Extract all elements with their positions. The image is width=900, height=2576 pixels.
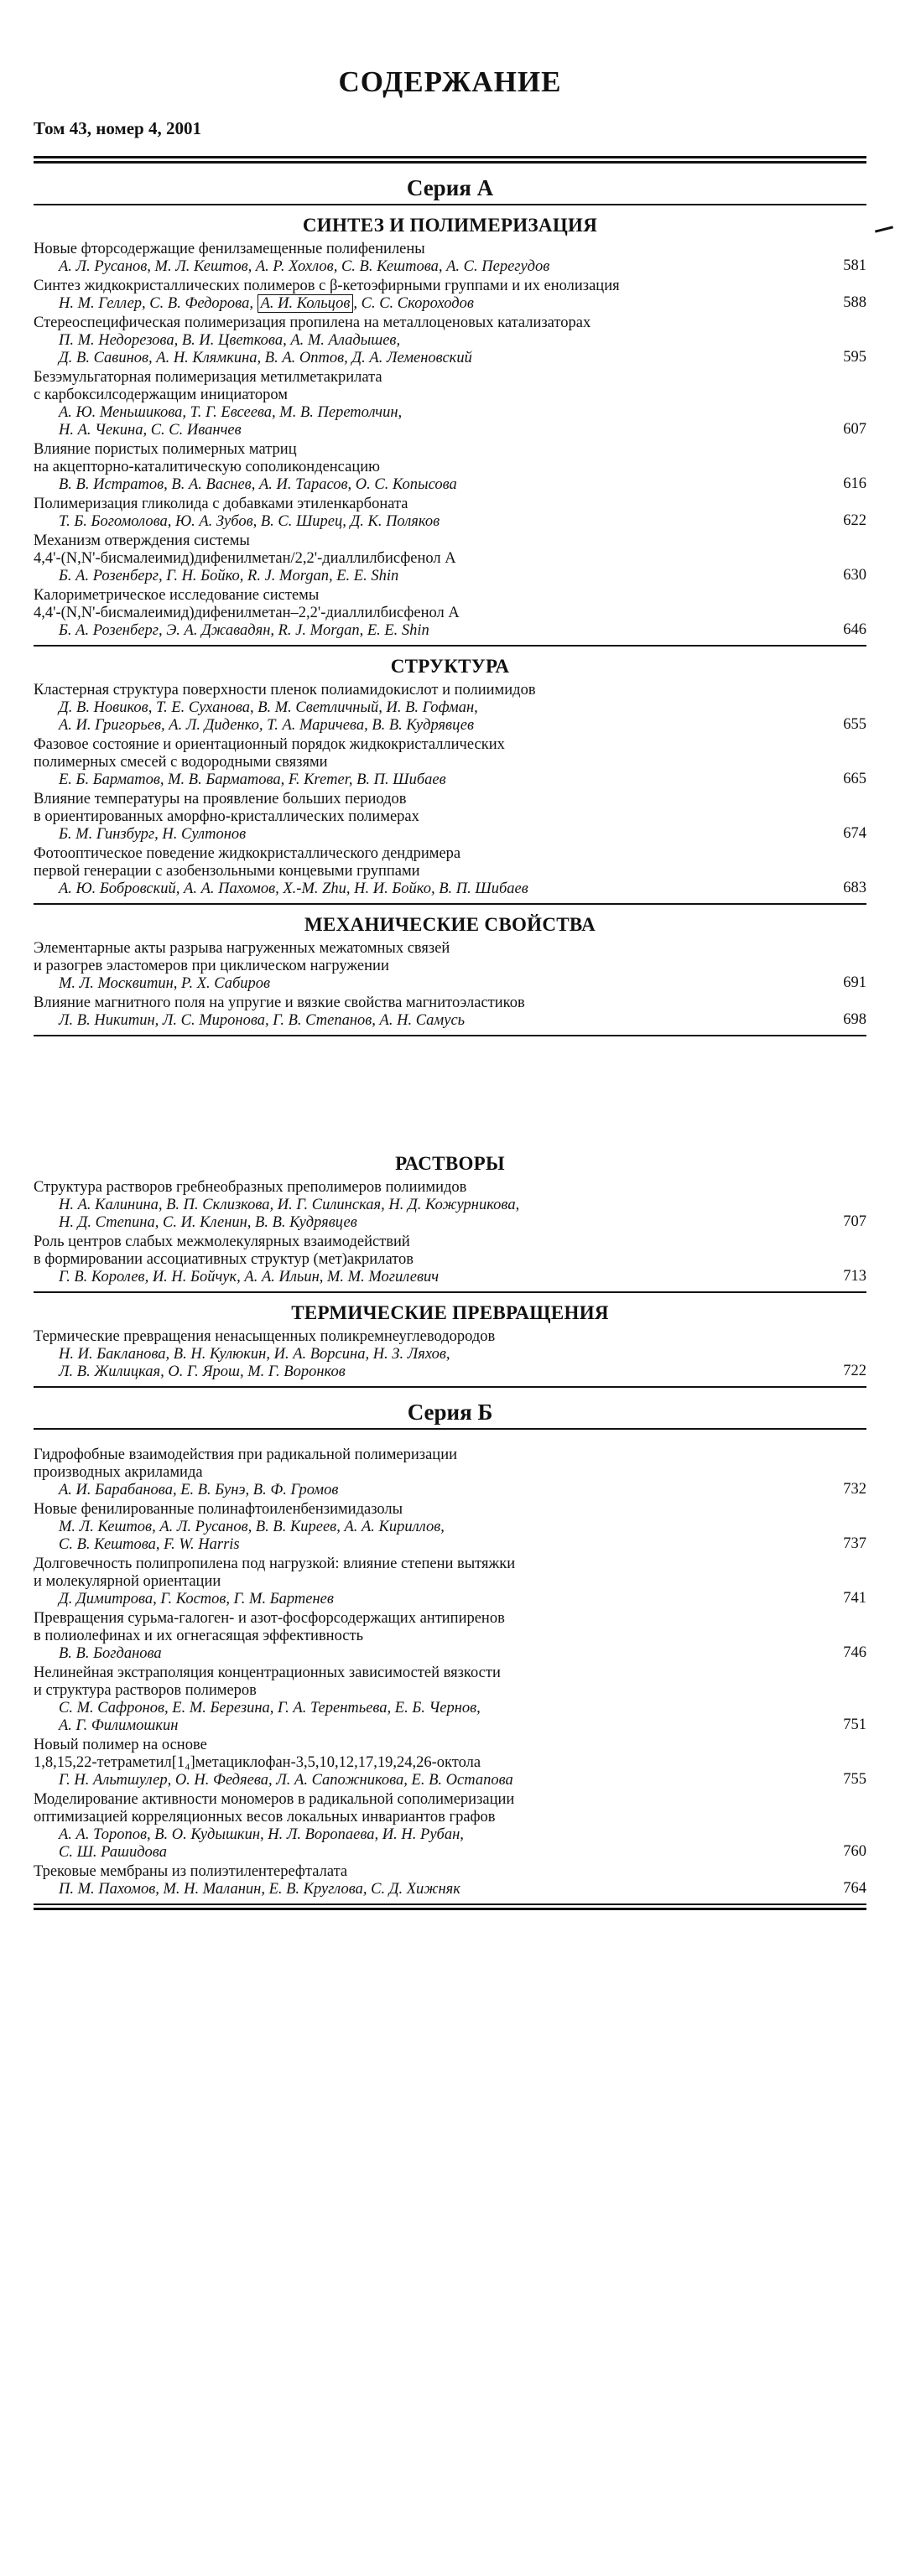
page-number: 741 bbox=[843, 1590, 866, 1607]
section-synthesis bbox=[34, 213, 866, 647]
double-rule-bottom bbox=[34, 161, 866, 164]
page-number: 655 bbox=[843, 716, 866, 733]
entry-title: Новые фенилированные полинафтоиленбензимидазолы bbox=[34, 1501, 403, 1518]
entry-authors: А. А. Торопов, В. О. Кудышкин, Н. Л. Воропаева, И. Н. Рубан, С. Ш. Рашидова bbox=[59, 1826, 464, 1861]
volume-info: Том 43, номер 4, 2001 bbox=[34, 118, 201, 138]
section-title: РАСТВОРЫ bbox=[395, 1153, 505, 1174]
entry-authors: Б. А. Розенберг, Э. А. Джавадян, R. J. Morgan, E. E. Shin bbox=[59, 622, 429, 639]
entry-title: Термические превращения ненасыщенных поликремнеуглеводородов bbox=[34, 1328, 496, 1345]
entry-title: Превращения сурьма-галоген- и азот-фосфорсодержащих антипиренов в полиолефинах и их огнегасящая эффективность bbox=[34, 1610, 505, 1644]
boxed-author: А. И. Кольцов bbox=[258, 294, 354, 313]
toc-entry[interactable] bbox=[34, 1179, 866, 1233]
entry-authors: А. И. Барабанова, Е. В. Бунэ, В. Ф. Громов bbox=[59, 1482, 339, 1498]
toc-entry[interactable] bbox=[34, 369, 866, 441]
double-rule-end bbox=[34, 1908, 866, 1910]
entry-title: Фазовое состояние и ориентационный порядок жидкокристаллических полимерных смесей с водородными связями bbox=[34, 736, 505, 771]
entry-authors: М. Л. Кештов, А. Л. Русанов, В. В. Киреев, А. А. Кириллов, С. В. Кештова, F. W. Harris bbox=[59, 1519, 445, 1553]
page-number: 646 bbox=[843, 621, 866, 638]
entry-title: Влияние температуры на проявление больших периодов в ориентированных аморфно-кристаллических полимерах bbox=[34, 791, 419, 825]
entry-title: Стереоспецифическая полимеризация пропилена на металлоценовых катализаторах bbox=[34, 314, 591, 331]
section-title: ТЕРМИЧЕСКИЕ ПРЕВРАЩЕНИЯ bbox=[291, 1302, 609, 1323]
entry-authors: Л. В. Никитин, Л. С. Миронова, Г. В. Степанов, А. Н. Самусь bbox=[59, 1012, 466, 1029]
entry-authors: Т. Б. Богомолова, Ю. А. Зубов, В. С. Ширец, Д. К. Поляков bbox=[59, 513, 440, 530]
page-number: 751 bbox=[843, 1716, 866, 1733]
toc-entry[interactable] bbox=[34, 587, 866, 641]
toc-entry[interactable] bbox=[34, 314, 866, 369]
entry-title: Безэмульгаторная полимеризация метилметакрилата с карбоксилсодержащим инициатором bbox=[34, 369, 382, 403]
section-end-rule bbox=[34, 1386, 866, 1388]
entry-title: Новые фторсодержащие фенилзамещенные полифенилены bbox=[34, 241, 425, 257]
blank-gap bbox=[34, 1430, 866, 1446]
entry-title: Структура растворов гребнеобразных преполимеров полиимидов bbox=[34, 1179, 467, 1196]
toc-entry[interactable] bbox=[34, 1446, 866, 1501]
toc-entry[interactable] bbox=[34, 1791, 866, 1863]
section-mechanical bbox=[34, 912, 866, 1036]
section-title: СТРУКТУРА bbox=[390, 656, 510, 677]
entry-title: Роль центров слабых межмолекулярных взаимодействий в формировании ассоциативных структур (мет)акрилатов bbox=[34, 1233, 414, 1268]
series-b-title: Серия Б bbox=[407, 1400, 493, 1425]
page-number: 722 bbox=[843, 1363, 866, 1379]
series-rule bbox=[34, 204, 866, 205]
toc-entry[interactable] bbox=[34, 1555, 866, 1610]
page-number: 760 bbox=[843, 1843, 866, 1860]
entry-authors: В. В. Истратов, В. А. Васнев, А. И. Тарасов, О. С. Копысова bbox=[59, 476, 457, 493]
toc-entry[interactable] bbox=[34, 1328, 866, 1383]
page-number: 581 bbox=[843, 257, 866, 274]
toc-entry[interactable] bbox=[34, 278, 866, 314]
entry-title: Моделирование активности мономеров в радикальной сополимеризации оптимизацией корреляционных весов локальных инвариантов графов bbox=[34, 1791, 515, 1826]
toc-entry[interactable] bbox=[34, 1665, 866, 1737]
blank-gap bbox=[34, 1036, 866, 1144]
entry-title: Фотооптическое поведение жидкокристаллического дендримера первой генерации с азобензольными концевыми группами bbox=[34, 845, 461, 880]
toc-entry[interactable] bbox=[34, 1737, 866, 1791]
page-number: 691 bbox=[843, 974, 866, 991]
section-end-rule bbox=[34, 1291, 866, 1293]
toc-entry[interactable] bbox=[34, 682, 866, 736]
entry-authors: А. Ю. Меньшикова, Т. Г. Евсеева, М. В. Перетолчин, Н. А. Чекина, С. С. Иванчев bbox=[59, 404, 403, 439]
contents-page bbox=[34, 64, 866, 1910]
page-number: 588 bbox=[843, 294, 866, 311]
page-number: 707 bbox=[843, 1213, 866, 1230]
entry-title: Гидрофобные взаимодействия при радикальной полимеризации производных акриламида bbox=[34, 1446, 457, 1481]
section-title: СИНТЕЗ И ПОЛИМЕРИЗАЦИЯ bbox=[302, 215, 598, 236]
toc-entry[interactable] bbox=[34, 1610, 866, 1665]
entry-authors bbox=[34, 295, 866, 313]
entry-authors: М. Л. Москвитин, Р. Х. Сабиров bbox=[59, 975, 271, 992]
page-number: 698 bbox=[843, 1011, 866, 1028]
toc-entry[interactable] bbox=[34, 1501, 866, 1555]
entry-title: Влияние магнитного поля на упругие и вязкие свойства магнитоэластиков bbox=[34, 995, 525, 1011]
entry-authors: С. М. Сафронов, Е. М. Березина, Г. А. Терентьева, Е. Б. Чернов, А. Г. Филимошкин bbox=[59, 1700, 481, 1734]
section-series-b bbox=[34, 1446, 866, 1905]
pen-mark bbox=[875, 226, 893, 232]
entry-authors: В. В. Богданова bbox=[59, 1645, 162, 1662]
page-number: 683 bbox=[843, 880, 866, 896]
page-number: 737 bbox=[843, 1535, 866, 1552]
page-number: 616 bbox=[843, 475, 866, 492]
entry-title: Влияние пористых полимерных матриц на акцепторно-каталитическую сополиконденсацию bbox=[34, 441, 380, 475]
page-number: 630 bbox=[843, 567, 866, 584]
entry-title: Полимеризация гликолида с добавками этиленкарбоната bbox=[34, 496, 408, 512]
entry-title: Кластерная структура поверхности пленок полиамидокислот и полиимидов bbox=[34, 682, 536, 699]
toc-entry[interactable] bbox=[34, 496, 866, 532]
section-structure bbox=[34, 654, 866, 905]
entry-authors: Д. Димитрова, Г. Костов, Г. М. Бартенев bbox=[59, 1591, 334, 1607]
entry-authors: А. Ю. Бобровский, А. А. Пахомов, X.-M. Zhu, Н. И. Бойко, В. П. Шибаев bbox=[59, 880, 528, 897]
section-end-rule bbox=[34, 903, 866, 905]
toc-entry[interactable] bbox=[34, 845, 866, 900]
entry-authors: Н. А. Калинина, В. П. Склизкова, И. Г. Силинская, Н. Д. Кожурникова, Н. Д. Степина, С. И. Кленин, В. В. Кудрявцев bbox=[59, 1197, 520, 1231]
entry-title: Нелинейная экстраполяция концентрационных зависимостей вязкости и структура растворов полимеров bbox=[34, 1665, 501, 1699]
toc-entry[interactable] bbox=[34, 940, 866, 995]
entry-title: Калориметрическое исследование системы 4,4'-(N,N'-бисмалеимид)дифенилметан–2,2'-диаллилбисфенол А bbox=[34, 587, 460, 621]
page-number: 755 bbox=[843, 1771, 866, 1788]
section-thermal bbox=[34, 1301, 866, 1388]
toc-entry[interactable] bbox=[34, 995, 866, 1031]
entry-authors: Г. Н. Альтшулер, О. Н. Федяева, Л. А. Сапожникова, Е. В. Остапова bbox=[59, 1772, 513, 1789]
toc-entry[interactable] bbox=[34, 1233, 866, 1288]
entry-authors: А. Л. Русанов, М. Л. Кештов, А. Р. Хохлов, С. В. Кештова, А. С. Перегудов bbox=[59, 258, 550, 275]
page-number: 674 bbox=[843, 825, 866, 842]
page-number: 607 bbox=[843, 421, 866, 438]
page-title: СОДЕРЖАНИЕ bbox=[338, 65, 562, 98]
entry-title: Трековые мембраны из полиэтилентерефталата bbox=[34, 1863, 348, 1880]
toc-entry[interactable] bbox=[34, 241, 866, 278]
toc-entry[interactable] bbox=[34, 441, 866, 496]
toc-entry[interactable] bbox=[34, 1863, 866, 1900]
entry-title: Долговечность полипропилена под нагрузкой: влияние степени вытяжки и молекулярной ориентации bbox=[34, 1555, 516, 1590]
double-rule-top bbox=[34, 156, 866, 158]
page-number: 713 bbox=[843, 1268, 866, 1285]
page-number: 732 bbox=[843, 1481, 866, 1498]
entry-title: Синтез жидкокристаллических полимеров с β-кетоэфирными группами и их енолизация bbox=[34, 278, 620, 294]
entry-title: Новый полимер на основе 1,8,15,22-тетраметил[1₄]метациклофан-3,5,10,12,17,19,24,26-октола bbox=[34, 1737, 481, 1771]
entry-authors: П. М. Пахомов, М. Н. Маланин, Е. В. Круглова, С. Д. Хижняк bbox=[59, 1881, 460, 1898]
page-number: 746 bbox=[843, 1644, 866, 1661]
entry-authors: Б. М. Гинзбург, Н. Султонов bbox=[59, 826, 247, 843]
page-number: 764 bbox=[843, 1880, 866, 1897]
entry-authors: Н. И. Бакланова, В. Н. Кулюкин, И. А. Ворсина, Н. З. Ляхов, Л. В. Жилицкая, О. Г. Ярош, М. Г. Воронков bbox=[59, 1346, 450, 1380]
entry-authors: Б. А. Розенберг, Г. Н. Бойко, R. J. Morgan, E. E. Shin bbox=[59, 568, 399, 584]
toc-entry[interactable] bbox=[34, 791, 866, 845]
section-end-rule bbox=[34, 1903, 866, 1905]
entry-authors: Е. Б. Барматов, М. В. Барматова, F. Kremer, В. П. Шибаев bbox=[59, 771, 446, 788]
toc-entry[interactable] bbox=[34, 736, 866, 791]
page-number: 665 bbox=[843, 771, 866, 787]
toc-entry[interactable] bbox=[34, 532, 866, 587]
section-title: МЕХАНИЧЕСКИЕ СВОЙСТВА bbox=[304, 914, 596, 935]
section-solutions bbox=[34, 1151, 866, 1293]
authors-part: Н. М. Геллер, С. В. Федорова, bbox=[59, 295, 253, 312]
entry-authors: Г. В. Королев, И. Н. Бойчук, А. А. Ильин, М. М. Могилевич bbox=[59, 1269, 440, 1285]
entry-authors: Д. В. Новиков, Т. Е. Суханова, В. М. Светличный, И. В. Гофман, А. И. Григорьев, А. Л. Диденко, Т. А. Маричева, В. В. Кудрявцев bbox=[59, 699, 478, 734]
entry-title: Механизм отверждения системы 4,4'-(N,N'-бисмалеимид)дифенилметан/2,2'-диаллилбисфенол А bbox=[34, 532, 456, 567]
section-end-rule bbox=[34, 645, 866, 647]
entry-title: Элементарные акты разрыва нагруженных межатомных связей и разогрев эластомеров при циклическом нагружении bbox=[34, 940, 450, 974]
series-a-title: Серия А bbox=[406, 175, 494, 200]
authors-part: , С. С. Скороходов bbox=[353, 295, 474, 312]
entry-authors: П. М. Недорезова, В. И. Цветкова, А. М. Аладышев, Д. В. Савинов, А. Н. Клямкина, В. А. Оптов, Д. А. Леменовский bbox=[59, 332, 472, 366]
page-number: 622 bbox=[843, 512, 866, 529]
page-number: 595 bbox=[843, 349, 866, 366]
